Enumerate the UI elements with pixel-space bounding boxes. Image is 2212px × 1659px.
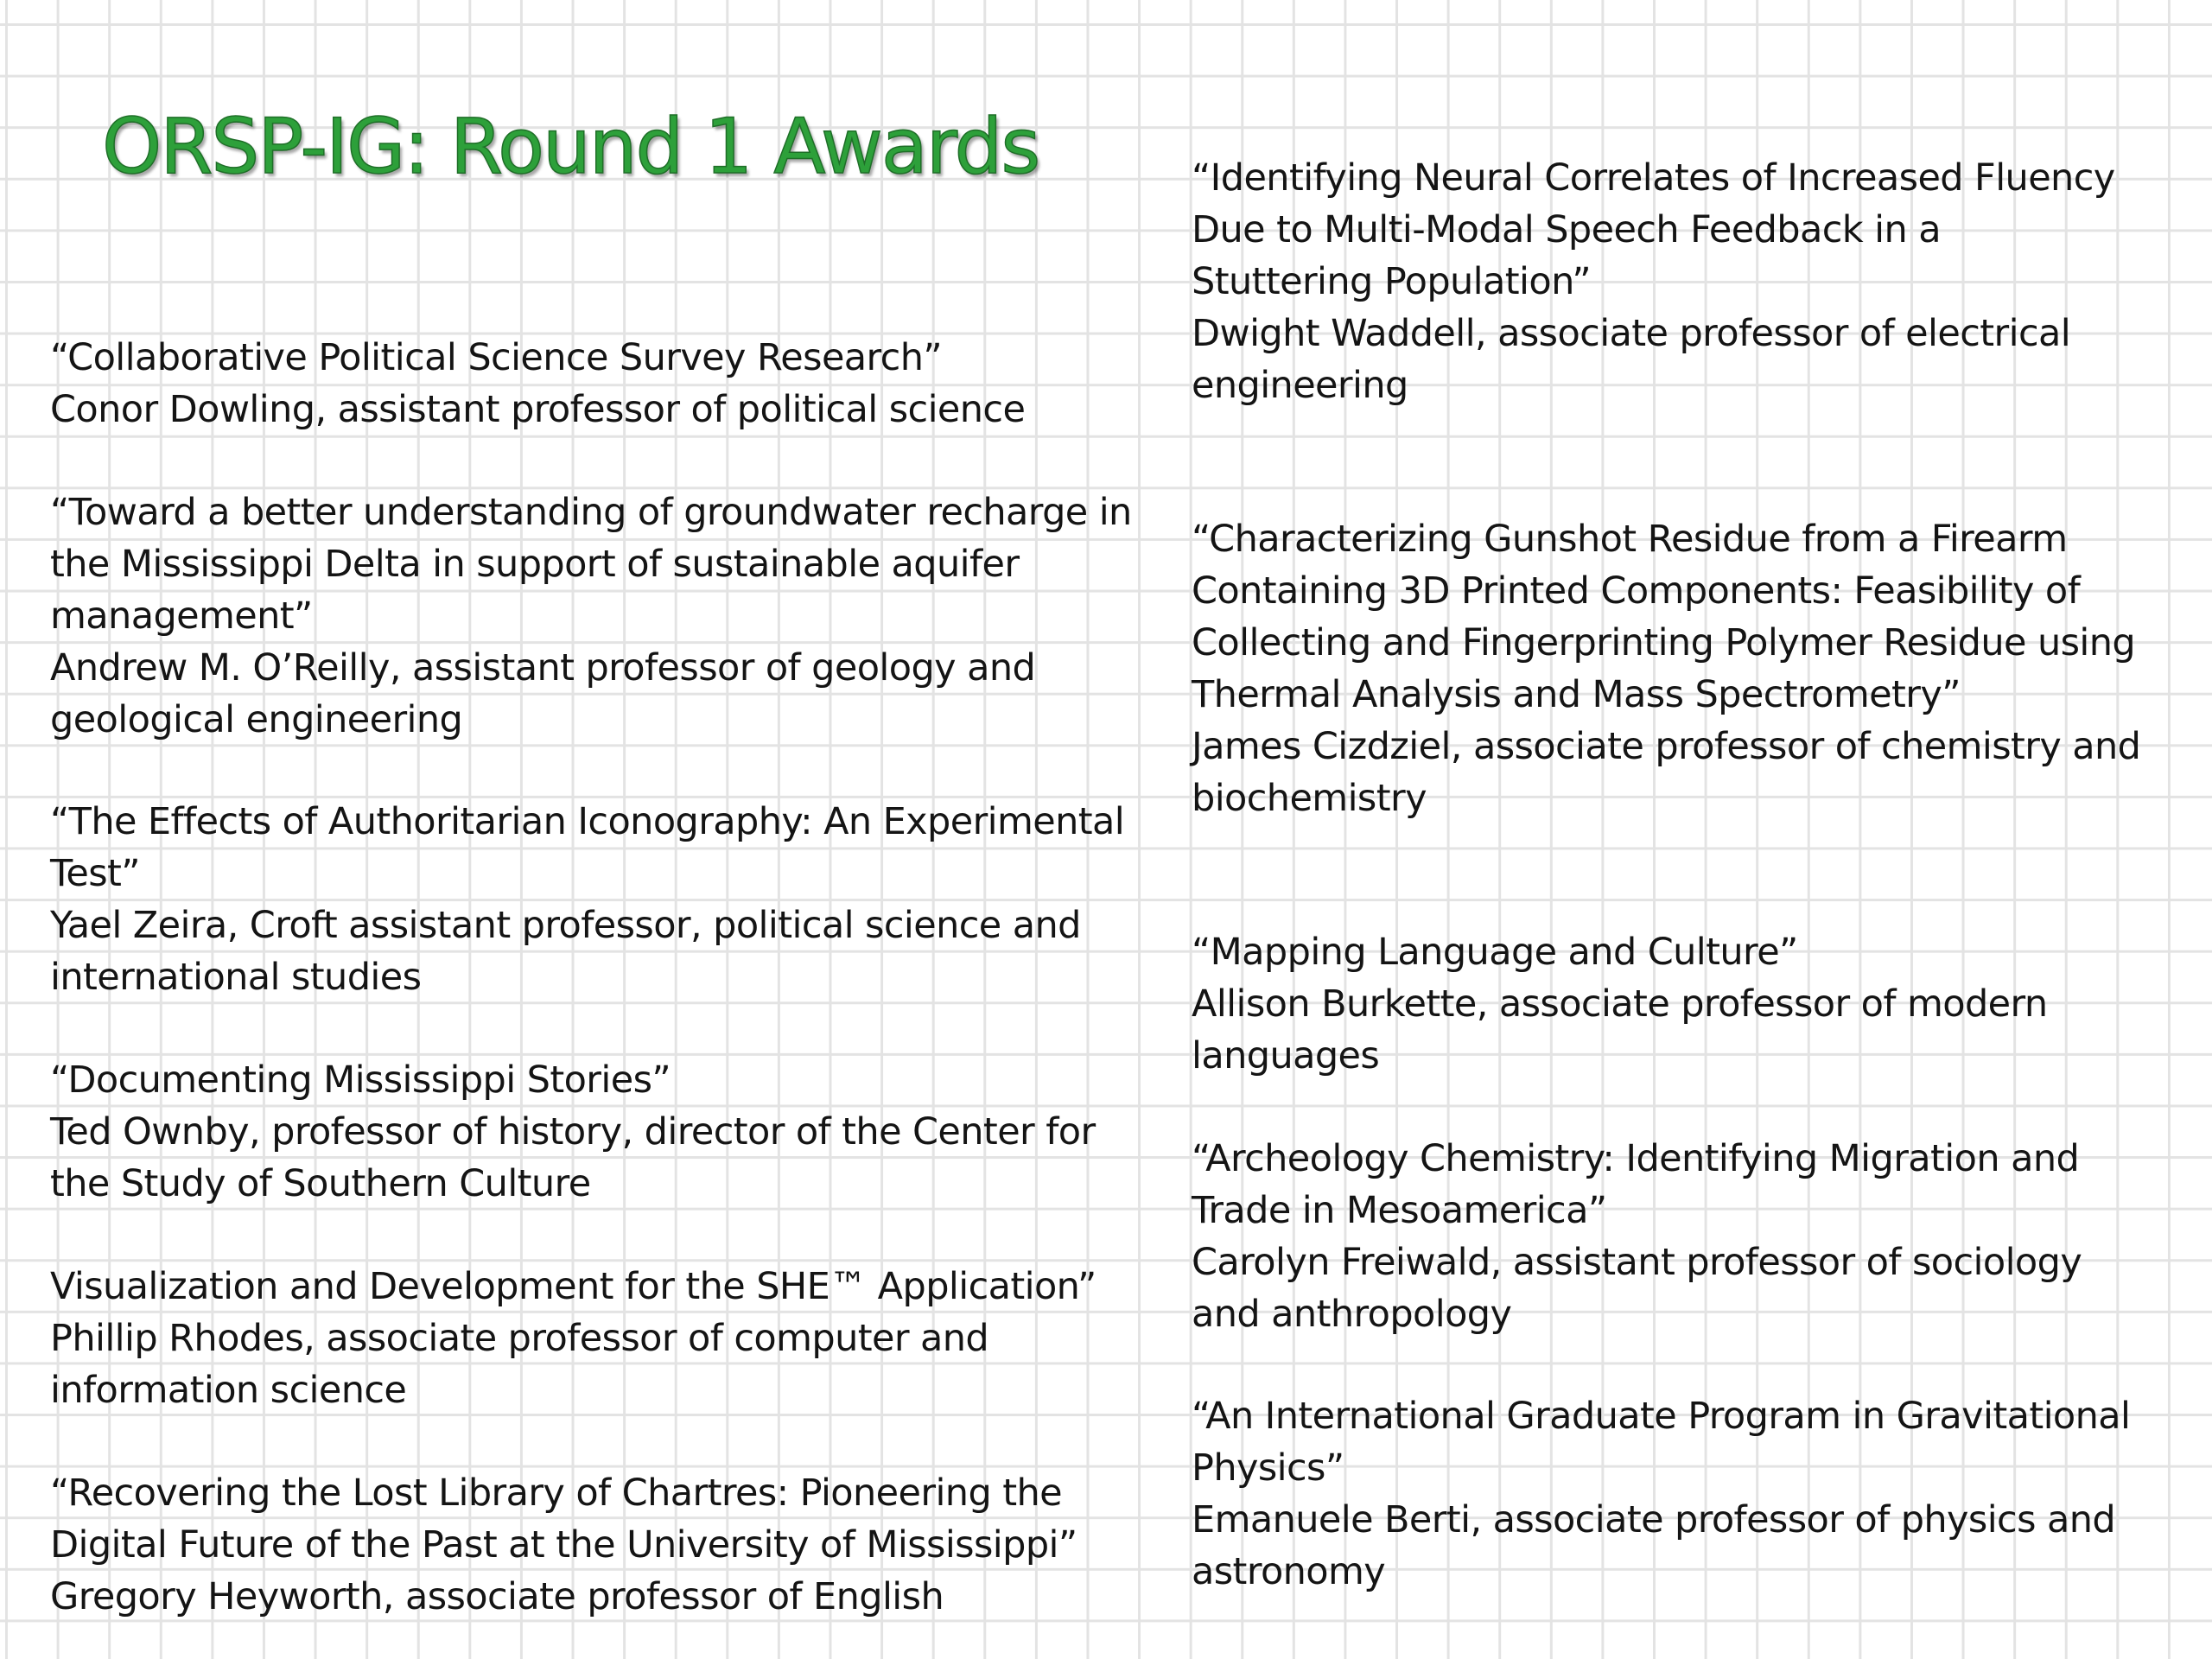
award-entry-chartres-library	[50, 1467, 1077, 1623]
award-title: Digital Future of the Past at the University of Mississippi”	[50, 1523, 1077, 1567]
award-recipient: Gregory Heyworth, associate professor of English	[50, 1575, 944, 1618]
award-title: Containing 3D Printed Components: Feasibility of	[1192, 569, 2081, 613]
award-title: “Toward a better understanding of groundwater recharge in	[50, 491, 1132, 534]
award-title: “Identifying Neural Correlates of Increased Fluency	[1192, 156, 2115, 200]
award-entry-groundwater	[50, 486, 1132, 746]
award-entry-gravitational-physics	[1192, 1390, 2130, 1598]
award-recipient: engineering	[1192, 364, 1408, 407]
award-title: the Mississippi Delta in support of sustainable aquifer	[50, 543, 1020, 586]
award-entry-neural-fluency	[1192, 152, 2115, 411]
award-title: “Documenting Mississippi Stories”	[50, 1058, 671, 1102]
award-title: Trade in Mesoamerica”	[1192, 1189, 1607, 1232]
award-entry-archeology-chemistry	[1192, 1133, 2082, 1340]
award-entry-she-application	[50, 1261, 1096, 1416]
award-title: “The Effects of Authoritarian Iconography: An Experimental	[50, 800, 1125, 843]
page-title: ORSP-IG: Round 1 Awards	[102, 102, 1039, 191]
award-recipient: the Study of Southern Culture	[50, 1162, 591, 1205]
award-recipient: Phillip Rhodes, associate professor of computer and	[50, 1317, 989, 1360]
award-entry-mississippi-stories	[50, 1054, 1096, 1210]
award-recipient: Andrew M. O’Reilly, assistant professor of geology and	[50, 646, 1036, 690]
award-title: Due to Multi-Modal Speech Feedback in a	[1192, 208, 1941, 251]
award-title: Test”	[50, 852, 140, 895]
award-entry-gunshot-residue	[1192, 513, 2140, 824]
award-title: “Archeology Chemistry: Identifying Migration and	[1192, 1137, 2080, 1180]
award-recipient: Emanuele Berti, associate professor of physics and	[1192, 1498, 2116, 1541]
award-title: Thermal Analysis and Mass Spectrometry”	[1192, 673, 1961, 716]
award-recipient: Ted Ownby, professor of history, director of the Center for	[50, 1110, 1096, 1154]
award-recipient: information science	[50, 1369, 407, 1412]
award-title: “An International Graduate Program in Gravitational	[1192, 1395, 2131, 1438]
award-title: Collecting and Fingerprinting Polymer Residue using	[1192, 621, 2136, 664]
award-title: “Mapping Language and Culture”	[1192, 931, 1798, 974]
award-title: Physics”	[1192, 1446, 1344, 1490]
award-recipient: and anthropology	[1192, 1293, 1512, 1336]
award-recipient: biochemistry	[1192, 777, 1427, 820]
award-recipient: Conor Dowling, assistant professor of political science	[50, 388, 1026, 431]
award-recipient: Allison Burkette, associate professor of modern	[1192, 982, 2048, 1026]
award-recipient: Carolyn Freiwald, assistant professor of sociology	[1192, 1241, 2082, 1284]
award-title: “Collaborative Political Science Survey Research”	[50, 336, 943, 379]
award-recipient: languages	[1192, 1034, 1380, 1077]
award-recipient: international studies	[50, 956, 422, 999]
award-title: Visualization and Development for the SHE™ Application”	[50, 1265, 1096, 1308]
award-entry-iconography	[50, 796, 1124, 1003]
award-recipient: Dwight Waddell, associate professor of electrical	[1192, 312, 2071, 355]
award-title: “Characterizing Gunshot Residue from a Firearm	[1192, 518, 2068, 561]
award-recipient: geological engineering	[50, 698, 463, 741]
award-recipient: Yael Zeira, Croft assistant professor, political science and	[50, 904, 1081, 947]
award-title: management”	[50, 594, 313, 638]
award-recipient: astronomy	[1192, 1550, 1386, 1593]
award-entry-political-survey	[50, 332, 1025, 435]
award-title: “Recovering the Lost Library of Chartres: Pioneering the	[50, 1471, 1062, 1515]
award-title: Stuttering Population”	[1192, 260, 1592, 303]
award-recipient: James Cizdziel, associate professor of chemistry and	[1192, 725, 2141, 768]
award-entry-language-culture	[1192, 926, 2047, 1082]
